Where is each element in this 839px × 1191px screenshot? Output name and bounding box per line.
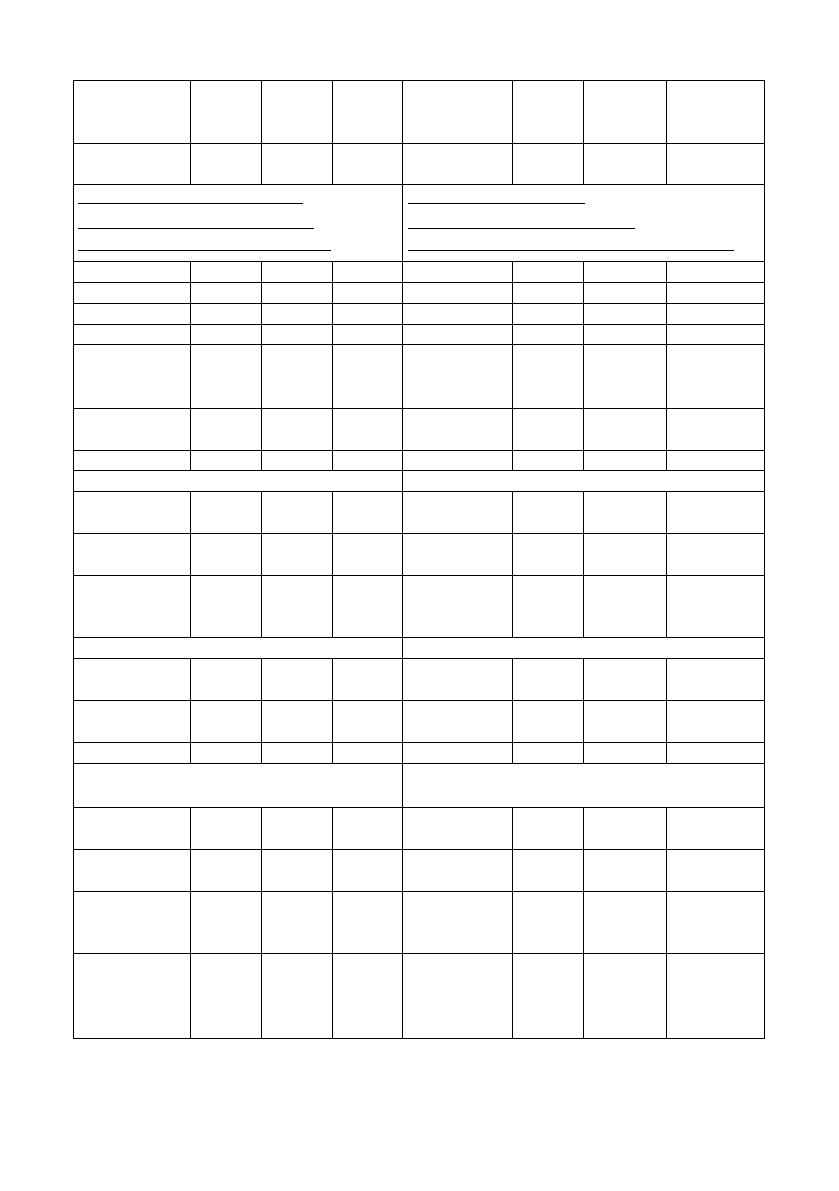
table-cell bbox=[332, 807, 403, 850]
table-cell bbox=[666, 658, 765, 701]
table-cell bbox=[332, 324, 403, 345]
table-cell bbox=[512, 324, 584, 345]
table-cell bbox=[583, 282, 667, 304]
table-cell bbox=[73, 700, 191, 743]
table-cell bbox=[332, 80, 403, 144]
table-cell bbox=[512, 533, 584, 576]
table-cell bbox=[261, 261, 333, 283]
table-cell bbox=[261, 533, 333, 576]
table-cell bbox=[332, 533, 403, 576]
table-cell bbox=[332, 303, 403, 325]
table-cell bbox=[332, 700, 403, 743]
table-cell bbox=[190, 742, 262, 764]
table-cell bbox=[666, 891, 765, 954]
signature-line-left bbox=[78, 228, 314, 229]
table-cell bbox=[583, 80, 667, 144]
table-cell bbox=[666, 408, 765, 451]
table-cell bbox=[190, 891, 262, 954]
table-cell bbox=[332, 408, 403, 451]
table-cell bbox=[73, 344, 191, 409]
table-cell bbox=[666, 344, 765, 409]
merged-cell-left bbox=[73, 470, 403, 492]
table-cell bbox=[73, 891, 191, 954]
table-cell bbox=[583, 849, 667, 892]
table-cell bbox=[402, 491, 513, 534]
table-cell bbox=[512, 303, 584, 325]
table-cell bbox=[73, 491, 191, 534]
table-cell bbox=[261, 953, 333, 1039]
table-cell bbox=[583, 450, 667, 471]
table-cell bbox=[666, 80, 765, 144]
table-cell bbox=[190, 303, 262, 325]
table-cell bbox=[583, 891, 667, 954]
table-cell bbox=[402, 450, 513, 471]
table-cell bbox=[190, 658, 262, 701]
table-cell bbox=[512, 344, 584, 409]
table-cell bbox=[583, 344, 667, 409]
table-cell bbox=[512, 408, 584, 451]
signature-line-left bbox=[78, 203, 303, 204]
table-cell bbox=[190, 261, 262, 283]
table-cell bbox=[73, 324, 191, 345]
table-cell bbox=[583, 491, 667, 534]
table-cell bbox=[512, 953, 584, 1039]
table-cell bbox=[512, 807, 584, 850]
table-cell bbox=[583, 261, 667, 283]
table-cell bbox=[261, 575, 333, 638]
table-cell bbox=[332, 575, 403, 638]
table-cell bbox=[332, 658, 403, 701]
table-cell bbox=[402, 80, 513, 144]
table-cell bbox=[583, 533, 667, 576]
table-cell bbox=[332, 491, 403, 534]
table-cell bbox=[583, 143, 667, 185]
table-cell bbox=[73, 849, 191, 892]
table-cell bbox=[190, 575, 262, 638]
table-cell bbox=[261, 324, 333, 345]
table-cell bbox=[261, 450, 333, 471]
table-cell bbox=[583, 303, 667, 325]
table-cell bbox=[512, 143, 584, 185]
table-cell bbox=[512, 450, 584, 471]
table-cell bbox=[583, 807, 667, 850]
table-cell bbox=[261, 143, 333, 185]
table-cell bbox=[73, 408, 191, 451]
table-cell bbox=[402, 282, 513, 304]
table-cell bbox=[73, 575, 191, 638]
table-cell bbox=[666, 700, 765, 743]
merged-cell-right bbox=[402, 470, 765, 492]
merged-cell-left bbox=[73, 637, 403, 659]
table-cell bbox=[190, 953, 262, 1039]
table-cell bbox=[73, 953, 191, 1039]
table-cell bbox=[583, 408, 667, 451]
table-cell bbox=[402, 344, 513, 409]
table-cell bbox=[332, 742, 403, 764]
table-cell bbox=[73, 143, 191, 185]
table-cell bbox=[73, 658, 191, 701]
table-cell bbox=[402, 408, 513, 451]
table-cell bbox=[583, 658, 667, 701]
table-cell bbox=[583, 575, 667, 638]
table-cell bbox=[261, 700, 333, 743]
table-cell bbox=[261, 303, 333, 325]
table-cell bbox=[261, 80, 333, 144]
table-cell bbox=[583, 700, 667, 743]
table-cell bbox=[190, 849, 262, 892]
table-cell bbox=[583, 324, 667, 345]
table-cell bbox=[402, 891, 513, 954]
table-cell bbox=[402, 953, 513, 1039]
table-cell bbox=[402, 143, 513, 185]
table-cell bbox=[190, 450, 262, 471]
table-cell bbox=[73, 807, 191, 850]
signature-line-right bbox=[408, 203, 585, 204]
merged-cell-right bbox=[402, 763, 765, 808]
table-cell bbox=[402, 700, 513, 743]
table-cell bbox=[190, 491, 262, 534]
table-cell bbox=[512, 491, 584, 534]
table-cell bbox=[261, 891, 333, 954]
table-cell bbox=[190, 324, 262, 345]
table-cell bbox=[402, 533, 513, 576]
table-cell bbox=[261, 849, 333, 892]
table-cell bbox=[190, 143, 262, 185]
table-cell bbox=[666, 953, 765, 1039]
table-cell bbox=[666, 261, 765, 283]
table-cell bbox=[332, 282, 403, 304]
table-cell bbox=[512, 742, 584, 764]
table-cell bbox=[666, 303, 765, 325]
table-cell bbox=[261, 658, 333, 701]
table-cell bbox=[190, 344, 262, 409]
signature-line-right bbox=[408, 250, 734, 251]
table-cell bbox=[332, 344, 403, 409]
table-cell bbox=[190, 533, 262, 576]
table-cell bbox=[73, 303, 191, 325]
table-cell bbox=[73, 450, 191, 471]
table-cell bbox=[190, 80, 262, 144]
table-cell bbox=[332, 450, 403, 471]
table-cell bbox=[402, 658, 513, 701]
table-cell bbox=[190, 700, 262, 743]
table-cell bbox=[666, 575, 765, 638]
table-cell bbox=[190, 282, 262, 304]
table-cell bbox=[402, 324, 513, 345]
table-cell bbox=[512, 282, 584, 304]
table-cell bbox=[190, 408, 262, 451]
table-cell bbox=[73, 261, 191, 283]
table-cell bbox=[512, 658, 584, 701]
table-cell bbox=[73, 80, 191, 144]
table-cell bbox=[261, 807, 333, 850]
table-cell bbox=[666, 742, 765, 764]
table-cell bbox=[666, 143, 765, 185]
table-cell bbox=[73, 742, 191, 764]
table-cell bbox=[583, 953, 667, 1039]
table-cell bbox=[512, 80, 584, 144]
table-cell bbox=[402, 575, 513, 638]
table-cell bbox=[512, 849, 584, 892]
table-cell bbox=[190, 807, 262, 850]
merged-cell-left bbox=[73, 763, 403, 808]
table-cell bbox=[261, 742, 333, 764]
merged-cell-right bbox=[402, 637, 765, 659]
table-cell bbox=[261, 344, 333, 409]
table-cell bbox=[512, 891, 584, 954]
table-cell bbox=[332, 143, 403, 185]
table-cell bbox=[666, 450, 765, 471]
table-cell bbox=[332, 953, 403, 1039]
table-cell bbox=[666, 849, 765, 892]
signature-line-left bbox=[78, 250, 331, 251]
table-cell bbox=[332, 261, 403, 283]
signature-line-right bbox=[408, 228, 635, 229]
table-cell bbox=[666, 491, 765, 534]
table-cell bbox=[402, 807, 513, 850]
table-cell bbox=[512, 261, 584, 283]
table-cell bbox=[332, 891, 403, 954]
table-cell bbox=[666, 282, 765, 304]
table-cell bbox=[261, 491, 333, 534]
table-cell bbox=[261, 408, 333, 451]
table-cell bbox=[512, 700, 584, 743]
table-cell bbox=[402, 849, 513, 892]
table-cell bbox=[666, 533, 765, 576]
table-cell bbox=[73, 282, 191, 304]
table-cell bbox=[261, 282, 333, 304]
table-cell bbox=[666, 807, 765, 850]
table-cell bbox=[402, 303, 513, 325]
table-cell bbox=[583, 742, 667, 764]
table-cell bbox=[73, 533, 191, 576]
table-cell bbox=[402, 261, 513, 283]
table-cell bbox=[332, 849, 403, 892]
table-cell bbox=[666, 324, 765, 345]
table-cell bbox=[402, 742, 513, 764]
table-cell bbox=[512, 575, 584, 638]
